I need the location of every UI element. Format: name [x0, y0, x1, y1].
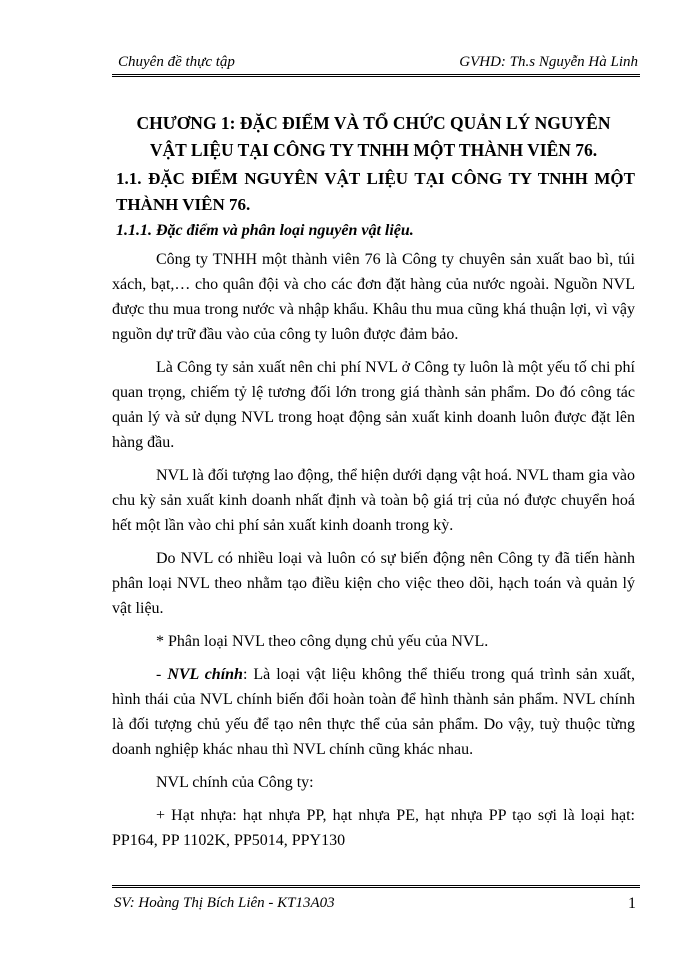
paragraph-4: Do NVL có nhiều loại và luôn có sự biến động nên Công ty đã tiến hành phân loại NVL theo nhằm tạo điều kiện cho việc theo dõi, hạch toán và quản lý vật liệu.: [112, 550, 635, 617]
paragraph-7: NVL chính của Công ty:: [156, 774, 314, 791]
paragraph-8: + Hạt nhựa: hạt nhựa PP, hạt nhựa PE, hạt nhựa PP tạo sợi là loại hạt: PP164, PP 1102K, PP5014, PPY130: [112, 807, 635, 849]
paragraph-2: Là Công ty sản xuất nên chi phí NVL ở Công ty luôn là một yếu tố chi phí quan trọng, chiếm tỷ lệ tương đối lớn trong giá thành sản phẩm. Do đó công tác quản lý và sử dụng NVL trong hoạt động sản xuất kinh doanh luôn được đặt lên hàng đầu.: [112, 359, 635, 451]
paragraph-6: [112, 662, 635, 762]
chapter-title-line-1: CHƯƠNG 1: ĐẶC ĐIỂM VÀ TỔ CHỨC QUẢN LÝ NGUYÊN: [136, 113, 611, 133]
list-dash: -: [156, 666, 168, 683]
paragraph-1: Công ty TNHH một thành viên 76 là Công ty chuyên sản xuất bao bì, túi xách, bạt,… cho quân đội và cho các đơn đặt hàng của nước ngoài. Nguồn NVL được thu mua trong nước và nhập khẩu. Khâu thu mua cũng khá thuận lợi, vì vậy nguồn dự trữ đầu vào của công ty luôn được đảm bảo.: [112, 251, 635, 343]
section-heading: 1.1. ĐẶC ĐIỂM NGUYÊN VẬT LIỆU TẠI CÔNG TY TNHH MỘT THÀNH VIÊN 76.: [116, 169, 635, 214]
term-nvl-chinh: NVL chính: [167, 666, 243, 683]
paragraph-6-text: : Là loại vật liệu không thể thiếu trong quá trình sản xuất, hình thái của NVL chính biến đổi hoàn toàn để hình thành sản phẩm. NVL chính là đối tượng chủ yếu để tạo nên thực thể của sản phẩm. Do vậy, tuỳ thuộc từng doanh nghiệp khác nhau thì NVL chính cũng khác nhau.: [112, 666, 636, 758]
page-body: [112, 110, 635, 861]
page-number: 1: [628, 895, 636, 912]
subsection-heading: 1.1.1. Đặc điểm và phân loại nguyên vật liệu.: [116, 222, 414, 239]
paragraph-3: NVL là đối tượng lao động, thể hiện dưới dạng vật hoá. NVL tham gia vào chu kỳ sản xuất kinh doanh nhất định và toàn bộ giá trị của nó được chuyển hoá hết một lần vào chi phí sản xuất kinh doanh trong kỳ.: [112, 467, 635, 534]
footer-student: SV: Hoàng Thị Bích Liên - KT13A03: [114, 895, 335, 911]
paragraph-5: * Phân loại NVL theo công dụng chủ yếu của NVL.: [156, 633, 489, 650]
page-footer: [112, 885, 640, 914]
chapter-title-line-2: VẬT LIỆU TẠI CÔNG TY TNHH MỘT THÀNH VIÊN 76.: [149, 140, 598, 160]
header-report-title: Chuyên đề thực tập: [118, 54, 235, 70]
chapter-title: [112, 110, 635, 164]
header-supervisor: GVHD: Th.s Nguyễn Hà Linh: [459, 54, 638, 70]
page-header: [112, 52, 640, 77]
